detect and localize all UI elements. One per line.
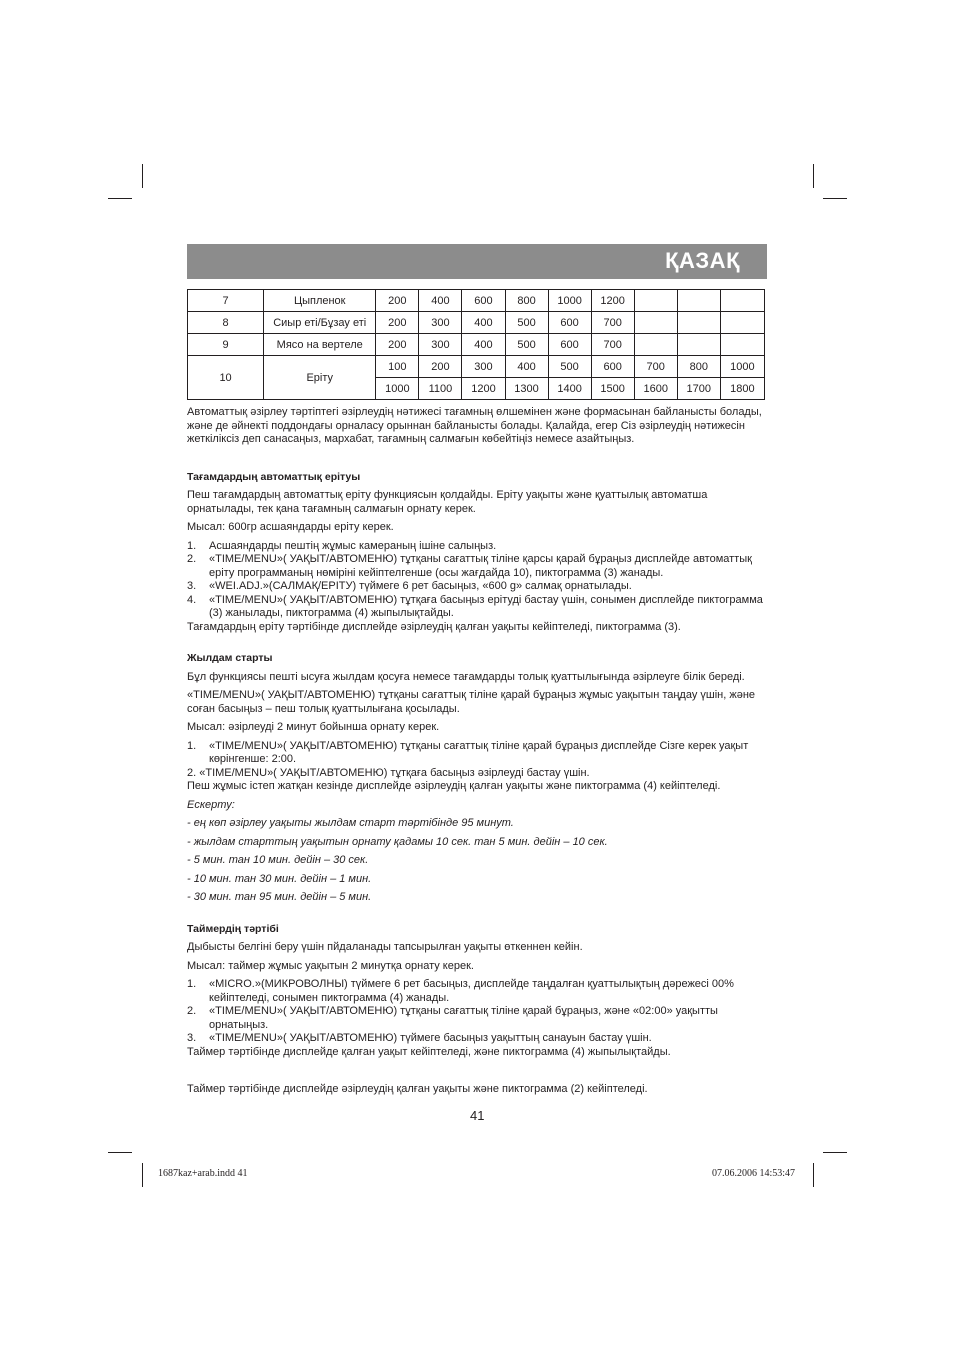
weight-cell: 1800 — [720, 378, 764, 400]
program-number: 8 — [188, 312, 264, 334]
crop-mark-top-right — [813, 164, 814, 188]
program-name: Мясо на вертеле — [264, 334, 376, 356]
list-item: 1. «MICRO.»(МИКРОВОЛНЫ) түймеге 6 рет басыңыз, дисплейде таңдалған қуаттылықтың дәрежесі 00% кейiптеледi, сонымен пиктограмма (4) жанады. — [187, 978, 734, 1004]
weight-cell: 200 — [376, 290, 419, 312]
weight-cell: 1200 — [591, 290, 634, 312]
language-title: ҚАЗАҚ — [665, 248, 740, 273]
weight-cell: 700 — [634, 356, 677, 378]
section-title-defrost: Тағамдардың автоматтық ерітуы — [187, 470, 361, 483]
weight-cell: 600 — [548, 334, 591, 356]
weight-cell: 300 — [462, 356, 505, 378]
table-row — [188, 356, 765, 378]
list-item: 3. «WEI.ADJ.»(САЛМАҚ/ЕРІТУ) түймеге 6 рет басыңыз, «600 g» салмақ орнатылады. — [187, 580, 632, 592]
weight-cell: 1000 — [548, 290, 591, 312]
table-row — [188, 290, 765, 312]
weight-cell: 1700 — [677, 378, 720, 400]
weight-cell: 600 — [591, 356, 634, 378]
timestamp-slug: 07.06.2006 14:53:47 — [712, 1168, 796, 1179]
weight-cell: 500 — [548, 356, 591, 378]
weight-cell: 400 — [505, 356, 548, 378]
weight-cell: 1600 — [634, 378, 677, 400]
paragraph: Пеш жұмыс істеп жатқан кезінде дисплейде әзірлеудің қалған уақыты және пиктограмма (4) кейiптеледi. — [187, 780, 721, 792]
weight-cell: 1300 — [505, 378, 548, 400]
weight-cell: 1500 — [591, 378, 634, 400]
program-name: Еріту — [264, 356, 376, 400]
paragraph: «TIME/MENU»( УАҚЫТ/АВТОМЕНЮ) тұтқаны сағаттық тіліне қарай бұраңыз жұмыс уақытын таңдау үшін, және соған басыңыз – пеш толық қуаттылығана қосылады. — [187, 689, 756, 715]
list-item: 3. «TIME/MENU»( УАҚЫТ/АВТОМЕНЮ) түймеге басыңыз уақыттың санауын бастау үшін. — [187, 1032, 652, 1044]
crop-mark-top-left-h — [108, 198, 132, 199]
file-slug: 1687kaz+arab.indd 41 — [158, 1168, 248, 1179]
weight-cell: 700 — [591, 312, 634, 334]
weight-cell: 1200 — [462, 378, 505, 400]
paragraph: Таймер тәртібінде дисплейде қалған уақыт кейiптеледi, және пиктограмма (4) жыпылықтайды. — [187, 1045, 671, 1058]
note-label: Ескерту: — [187, 798, 235, 811]
weight-cell — [720, 312, 764, 334]
weight-cell: 400 — [462, 334, 505, 356]
program-number: 7 — [188, 290, 264, 312]
weight-cell: 200 — [376, 312, 419, 334]
weight-cell: 1400 — [548, 378, 591, 400]
program-number: 9 — [188, 334, 264, 356]
weight-cell: 500 — [505, 334, 548, 356]
crop-mark-bottom-right-h — [823, 1152, 847, 1153]
note-item: - 10 мин. тан 30 мин. дейін – 1 мин. — [187, 872, 372, 885]
crop-mark-top-right-h — [823, 198, 847, 199]
weight-cell — [720, 290, 764, 312]
crop-mark-bottom-left-h — [108, 1152, 132, 1153]
weight-cell: 700 — [591, 334, 634, 356]
paragraph: Таймер тәртібінде дисплейде әзірлеудің қалған уақыты және пиктограмма (2) кейiптеледi. — [187, 1083, 648, 1095]
section-title-quick-start: Жылдам старты — [187, 652, 273, 664]
weight-cell: 500 — [505, 312, 548, 334]
weight-cell: 1000 — [720, 356, 764, 378]
weight-cell: 800 — [677, 356, 720, 378]
intro-paragraph: Автоматтық әзірлеу тәртіптегі әзірлеудің нәтижесі тағамның өлшемінен және формасынан байланысты болады, және де әйнекті поддондағы орналасу орыннан байланысты болады. Қалайда, егер Сіз әзірлеудің нәтижесін жеткіліксіз деп санасаңыз, мархабат, тағамның салмағын көбейтіңіз немесе азайтыңыз. — [187, 406, 762, 445]
weight-cell: 1000 — [376, 378, 419, 400]
weight-cell: 400 — [462, 312, 505, 334]
main-content — [187, 406, 767, 1097]
paragraph: Тағамдардың еріту тәртібінде дисплейде әзірлеудің қалған уақыты кейiптеледi, пиктограмма (3). — [187, 620, 681, 633]
program-name: Цыпленок — [264, 290, 376, 312]
auto-program-table — [187, 289, 765, 400]
list-item: 1. «TIME/MENU»( УАҚЫТ/АВТОМЕНЮ) тұтқаны сағаттық тіліне қарай бұраңыз дисплейде Сізге керек уақыт көрінгенше: 2:00. — [187, 739, 749, 765]
weight-cell — [634, 334, 677, 356]
note-item: - ең көп әзірлеу уақыты жылдам старт тәртібінде 95 минут. — [187, 817, 514, 829]
table-row — [188, 312, 765, 334]
paragraph: Мысал: 600гр асшаяндарды еріту керек. — [187, 521, 394, 533]
language-banner — [187, 244, 767, 279]
program-name: Сиыр еті/Бұзау еті — [264, 312, 376, 334]
list-item: 2. «TIME/MENU»( УАҚЫТ/АВТОМЕНЮ) тұтқаны сағаттық тіліне қарсы қарай бұраңыз дисплейде автоматтық еріту программаның нөмірінi кейiптелгенше (осы жағдайда 10), пиктограмма (3) жанады. — [187, 553, 752, 579]
paragraph: Мысал: әзірлеуді 2 минут бойынша орнату керек. — [187, 721, 440, 733]
weight-cell: 800 — [505, 290, 548, 312]
weight-cell — [634, 312, 677, 334]
list-item: 2. «TIME/MENU»( УАҚЫТ/АВТОМЕНЮ) тұтқаға басыңыз әзірлеуді бастау үшін. — [187, 766, 590, 779]
crop-mark-bottom-right — [813, 1163, 814, 1187]
weight-cell: 100 — [376, 356, 419, 378]
note-item: - 5 мин. тан 10 мин. дейін – 30 сек. — [187, 854, 369, 866]
section-title-timer: Таймердің тәртібі — [187, 922, 279, 935]
weight-cell — [720, 334, 764, 356]
list-item: 2. «TIME/MENU»( УАҚЫТ/АВТОМЕНЮ) тұтқаны сағаттық тіліне қарай бұраңыз, және «02:00» уақытты орнатыңыз. — [187, 1005, 718, 1031]
weight-cell — [634, 290, 677, 312]
paragraph: Мысал: таймер жұмыс уақытын 2 минутқа орнату керек. — [187, 959, 474, 972]
weight-cell — [677, 334, 720, 356]
note-item: - жылдам старттың уақытын орнату қадамы 10 сек. тан 5 мин. дейін – 10 сек. — [187, 835, 608, 848]
weight-cell — [677, 312, 720, 334]
weight-cell — [677, 290, 720, 312]
crop-mark-bottom-left — [142, 1163, 143, 1187]
paragraph: Дыбысты белгіні беру үшін пйдаланады тапсырылған уақыты өткеннен кейін. — [187, 941, 583, 953]
weight-cell: 600 — [462, 290, 505, 312]
note-item: - 30 мин. тан 95 мин. дейін – 5 мин. — [187, 891, 372, 903]
weight-cell: 200 — [419, 356, 462, 378]
weight-cell: 300 — [419, 312, 462, 334]
weight-cell: 1100 — [419, 378, 462, 400]
table-row — [188, 334, 765, 356]
crop-mark-top-left — [142, 164, 143, 188]
list-item: 4. «TIME/MENU»( УАҚЫТ/АВТОМЕНЮ) тұтқаға басыңыз ерітуді бастау үшін, сонымен дисплейде пиктограмма (3) жанылады, пиктограмма (4) жыпылықтайды. — [187, 593, 763, 619]
paragraph: Бұл функциясы пешті ысуға жылдам қосуға немесе тағамдарды толық қуаттылығында әзірлеуге білік береді. — [187, 670, 745, 683]
page-number: 41 — [470, 1108, 485, 1123]
list-item: 1. Асшаяндарды пештің жұмыс камераның ішіне салыңыз. — [187, 539, 497, 552]
program-number: 10 — [188, 356, 264, 400]
weight-cell: 600 — [548, 312, 591, 334]
weight-cell: 200 — [376, 334, 419, 356]
weight-cell: 300 — [419, 334, 462, 356]
weight-cell: 400 — [419, 290, 462, 312]
paragraph: Пеш тағамдардың автоматтық еріту функциясын қолдайды. Еріту уақыты және қуаттылық автоматша орнатылады, тек қана тағамның салмағын орнату керек. — [187, 489, 708, 515]
